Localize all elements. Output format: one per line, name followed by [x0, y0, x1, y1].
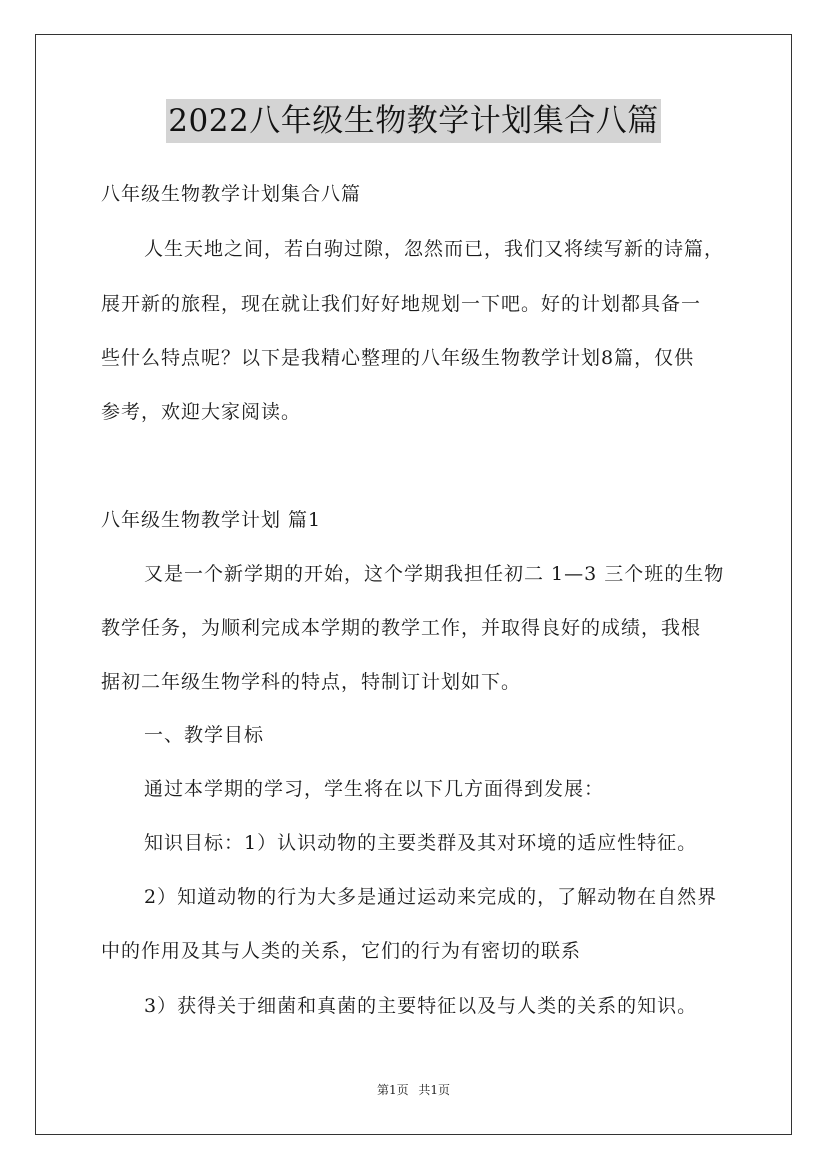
- paragraph-line: 3）获得关于细菌和真菌的主要特征以及与人类的关系的知识。: [144, 995, 698, 1017]
- paragraph-line: 又是一个新学期的开始，这个学期我担任初二 1—3 三个班的生物: [144, 563, 725, 585]
- section-heading: 八年级生物教学计划集合八篇: [101, 183, 362, 205]
- paragraph-line: 些什么特点呢？以下是我精心整理的八年级生物教学计划8篇，仅供: [101, 347, 695, 369]
- page-footer: [0, 1082, 827, 1098]
- page-total: 共1页: [418, 1083, 451, 1097]
- paragraph-line: 知识目标：1）认识动物的主要类群及其对环境的适应性特征。: [144, 832, 698, 854]
- paragraph-line: 展开新的旅程，现在就让我们好好地规划一下吧。好的计划都具备一: [101, 293, 702, 315]
- paragraph-line: 参考，欢迎大家阅读。: [101, 401, 302, 423]
- paragraph-line: 通过本学期的学习，学生将在以下几方面得到发展：: [144, 778, 605, 800]
- title-wrap: [0, 99, 827, 143]
- section-heading: 八年级生物教学计划 篇1: [101, 509, 322, 531]
- paragraph-line: 中的作用及其与人类的关系，它们的行为有密切的联系: [101, 940, 582, 962]
- paragraph-line: 教学任务，为顺利完成本学期的教学工作，并取得良好的成绩，我根: [101, 617, 702, 639]
- document-title: 2022八年级生物教学计划集合八篇: [166, 99, 660, 143]
- subheading: 一、教学目标: [144, 724, 265, 746]
- paragraph-line: 据初二年级生物学科的特点，特制订计划如下。: [101, 671, 522, 693]
- paragraph-line: 2）知道动物的行为大多是通过运动来完成的，了解动物在自然界: [144, 886, 718, 908]
- page-number: 第1页: [376, 1083, 409, 1097]
- paragraph-line: 人生天地之间，若白驹过隙，忽然而已，我们又将续写新的诗篇，: [144, 238, 725, 260]
